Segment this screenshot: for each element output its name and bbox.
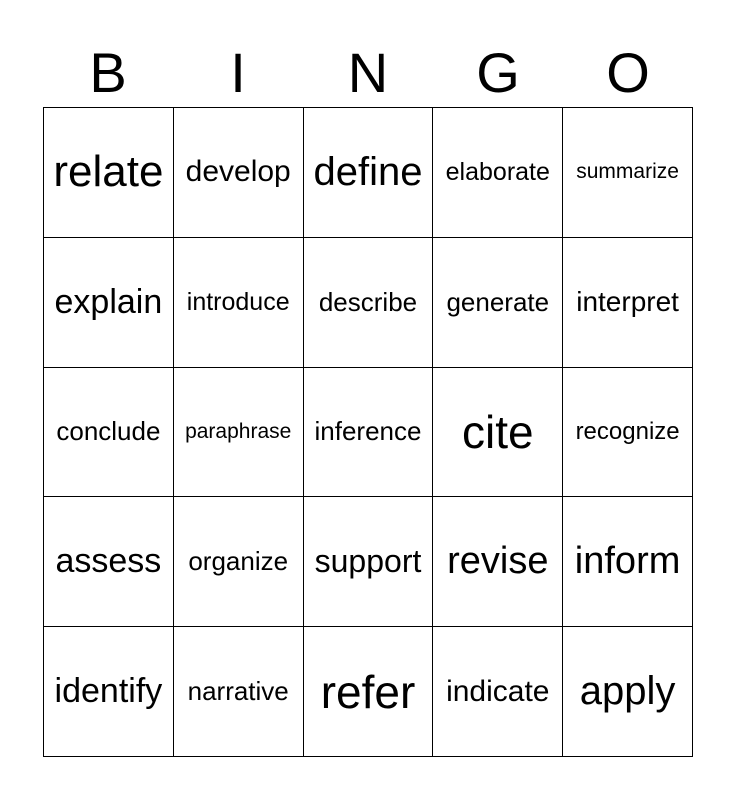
bingo-cell	[44, 497, 174, 627]
bingo-cell	[563, 627, 693, 757]
bingo-cell	[44, 627, 174, 757]
bingo-cell	[563, 238, 693, 368]
bingo-cell	[563, 497, 693, 627]
bingo-cell	[304, 497, 434, 627]
cell-word: introduce	[186, 287, 290, 316]
bingo-cell	[174, 368, 304, 498]
bingo-cell	[304, 627, 434, 757]
bingo-cell	[304, 108, 434, 238]
cell-word: relate	[53, 147, 164, 197]
bingo-header	[43, 40, 693, 106]
cell-word: revise	[447, 540, 549, 583]
cell-word: develop	[185, 155, 291, 189]
header-letter-o: O	[606, 41, 650, 104]
bingo-cell	[563, 368, 693, 498]
bingo-cell	[174, 238, 304, 368]
cell-word: organize	[188, 546, 289, 577]
cell-word: refer	[320, 665, 416, 718]
bingo-cell	[433, 627, 563, 757]
header-letter-b: B	[89, 41, 127, 104]
bingo-cell	[304, 368, 434, 498]
cell-word: explain	[54, 282, 163, 321]
bingo-cell	[44, 108, 174, 238]
header-letter-n: N	[347, 41, 389, 104]
cell-word: cite	[461, 405, 534, 458]
cell-word: generate	[446, 286, 550, 317]
cell-word: assess	[55, 542, 162, 581]
cell-word: inference	[314, 416, 422, 447]
bingo-cell	[433, 108, 563, 238]
cell-word: identify	[54, 672, 163, 711]
cell-word: inform	[574, 540, 681, 583]
bingo-cell	[174, 108, 304, 238]
cell-word: conclude	[56, 416, 161, 447]
bingo-cell	[433, 497, 563, 627]
bingo-cell	[44, 368, 174, 498]
cell-word: interpret	[576, 286, 679, 318]
cell-word: apply	[579, 669, 676, 714]
cell-word: paraphrase	[185, 419, 292, 443]
bingo-cell	[44, 238, 174, 368]
bingo-cell	[433, 368, 563, 498]
cell-word: recognize	[575, 417, 680, 445]
bingo-cell	[563, 108, 693, 238]
bingo-cell	[433, 238, 563, 368]
cell-word: summarize	[576, 160, 679, 184]
cell-word: define	[313, 149, 423, 194]
cell-word: indicate	[446, 674, 550, 708]
cell-word: describe	[318, 286, 418, 317]
cell-word: support	[314, 543, 422, 580]
bingo-grid	[43, 107, 693, 757]
bingo-cell	[174, 497, 304, 627]
bingo-cell	[304, 238, 434, 368]
bingo-cell	[174, 627, 304, 757]
cell-word: narrative	[187, 676, 289, 707]
header-letter-g: G	[476, 41, 520, 104]
cell-word: elaborate	[445, 157, 550, 186]
header-letter-i: I	[230, 41, 246, 104]
